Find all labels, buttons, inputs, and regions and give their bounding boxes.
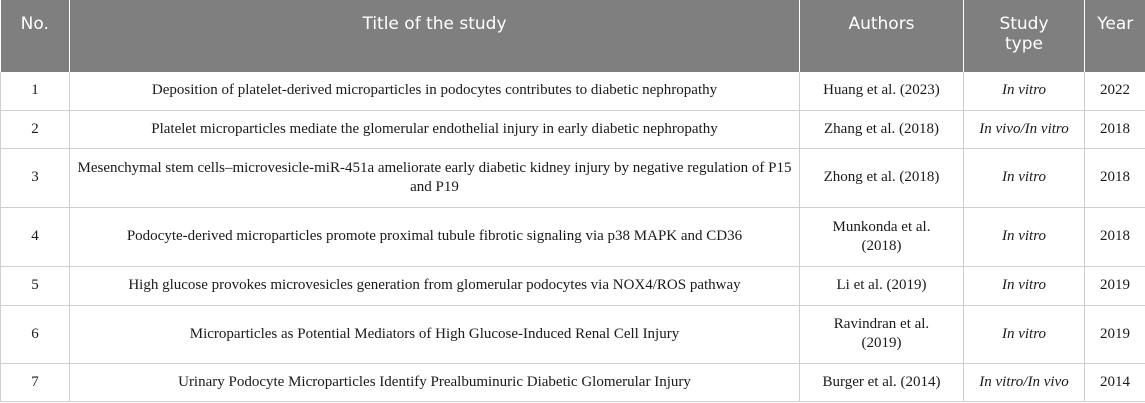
cell-no: 4 — [1, 207, 70, 266]
cell-no: 5 — [1, 266, 70, 305]
cell-no: 2 — [1, 110, 70, 148]
cell-authors: Zhong et al. (2018) — [800, 148, 964, 207]
cell-authors: Li et al. (2019) — [800, 266, 964, 305]
cell-authors: Ravindran et al. (2019) — [800, 305, 964, 363]
table-row — [1, 148, 1145, 207]
header-year: Year — [1085, 0, 1145, 72]
table-row — [1, 72, 1145, 110]
cell-title: Mesenchymal stem cells–microvesicle-miR-451a ameliorate early diabetic kidney injury by negative regulation of P15 and P19 — [70, 148, 800, 207]
header-no: No. — [1, 0, 70, 72]
table-row — [1, 305, 1145, 363]
cell-year: 2018 — [1085, 207, 1145, 266]
cell-title: Deposition of platelet-derived microparticles in podocytes contributes to diabetic nephropathy — [70, 72, 800, 110]
cell-authors: Munkonda et al. (2018) — [800, 207, 964, 266]
cell-title: Platelet microparticles mediate the glomerular endothelial injury in early diabetic nephropathy — [70, 110, 800, 148]
cell-study-type: In vitro — [964, 266, 1085, 305]
table-row — [1, 363, 1145, 401]
cell-study-type: In vitro — [964, 207, 1085, 266]
cell-year: 2018 — [1085, 110, 1145, 148]
cell-year: 2019 — [1085, 266, 1145, 305]
cell-no: 6 — [1, 305, 70, 363]
cell-year: 2022 — [1085, 72, 1145, 110]
cell-study-type: In vitro — [964, 305, 1085, 363]
cell-no: 7 — [1, 363, 70, 401]
cell-title: Podocyte-derived microparticles promote proximal tubule fibrotic signaling via p38 MAPK and CD36 — [70, 207, 800, 266]
table-row — [1, 207, 1145, 266]
cell-study-type: In vitro — [964, 148, 1085, 207]
header-title: Title of the study — [70, 0, 800, 72]
cell-no: 1 — [1, 72, 70, 110]
table-row — [1, 266, 1145, 305]
table-header-row — [1, 0, 1145, 72]
cell-study-type: In vitro/In vivo — [964, 363, 1085, 401]
cell-title: Microparticles as Potential Mediators of High Glucose-Induced Renal Cell Injury — [70, 305, 800, 363]
cell-year: 2018 — [1085, 148, 1145, 207]
cell-no: 3 — [1, 148, 70, 207]
header-study-type: Study type — [964, 0, 1085, 72]
cell-title: Urinary Podocyte Microparticles Identify Prealbuminuric Diabetic Glomerular Injury — [70, 363, 800, 401]
cell-year: 2019 — [1085, 305, 1145, 363]
cell-authors: Huang et al. (2023) — [800, 72, 964, 110]
cell-year: 2014 — [1085, 363, 1145, 401]
cell-title: High glucose provokes microvesicles generation from glomerular podocytes via NOX4/ROS pathway — [70, 266, 800, 305]
cell-authors: Zhang et al. (2018) — [800, 110, 964, 148]
cell-study-type: In vivo/In vitro — [964, 110, 1085, 148]
header-authors: Authors — [800, 0, 964, 72]
cell-study-type: In vitro — [964, 72, 1085, 110]
cell-authors: Burger et al. (2014) — [800, 363, 964, 401]
table-row — [1, 110, 1145, 148]
